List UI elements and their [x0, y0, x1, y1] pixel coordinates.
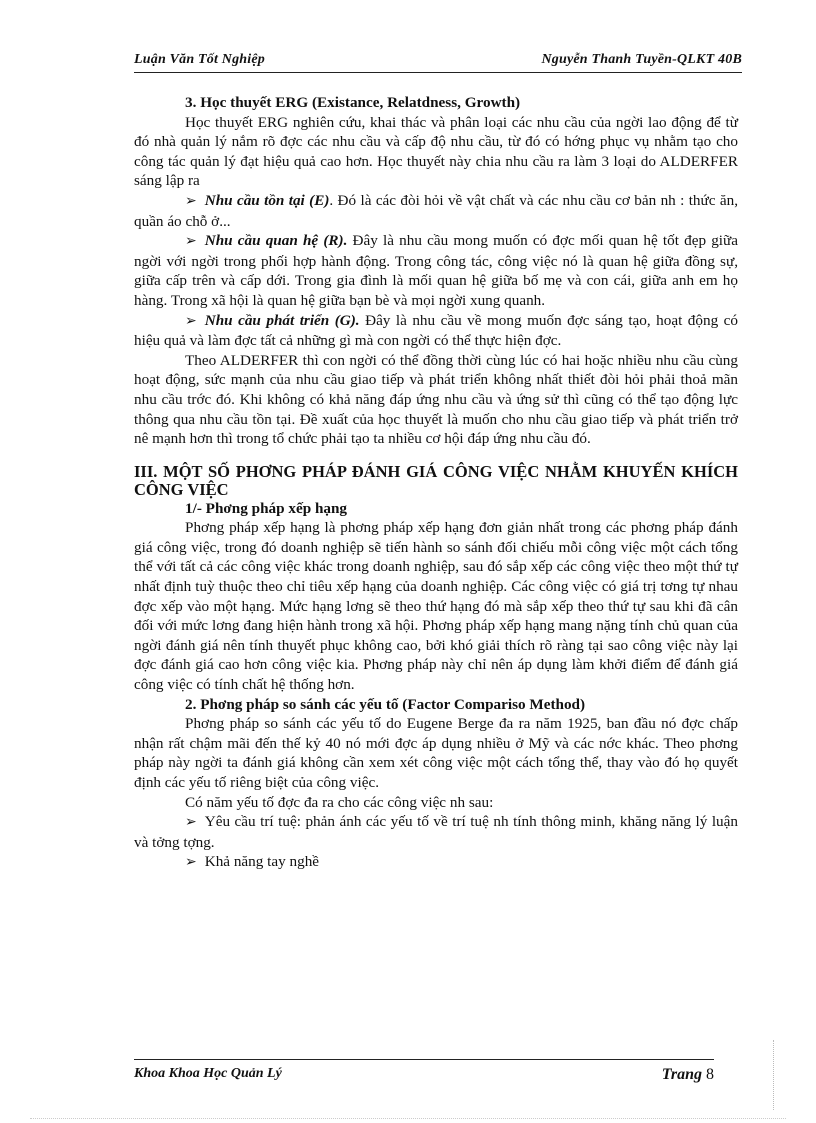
bullet-skill [134, 852, 738, 873]
bullet-intellect-text: Yêu cầu trí tuệ: phản ánh các yếu tố về trí tuệ nh tính thông minh, khăng năng lý luận và tởng tợng. [134, 813, 738, 851]
page-content [134, 93, 738, 873]
arrow-bullet-icon: ➢ [185, 234, 197, 250]
arrow-bullet-icon: ➢ [185, 815, 197, 831]
footer-left-text: Khoa Khoa Học Quản Lý [134, 1066, 282, 1081]
page-footer [134, 1059, 714, 1083]
margin-guide-horizontal [30, 1118, 786, 1119]
paragraph-ranking: Phơng pháp xếp hạng là phơng pháp xếp hạng đơn giản nhất trong các phơng pháp đánh giá công việc, trong đó doanh nghiệp sẽ tiến hành so sánh đối chiếu mỗi công việc một cách tổng thể với tất cả các công việc khác trong doanh nghiệp, sau đó sắp xếp các công việc theo một thứ tự nhất định tuỳ thuộc theo chỉ tiêu xếp hạng của doanh nghiệp. Các công việc có giá trị tơng tự nhau đợc xếp vào một hạng. Mức hạng lơng sẽ theo thứ hạng đó mà sắp xếp theo thứ tự sau khi đã cân đối với mức lơng đang hiện hành trong xã hội. Phơng pháp xếp hạng mang nặng tính chủ quan của ngời đánh giá nên tính thuyết phục không cao, bởi khó giải thích rõ ràng tại sao công việc này lại đợc đánh giá cao hơn công việc kia. Phơng pháp này chỉ nên áp dụng làm khởi điểm để đánh giá công việc có tính chất hệ thống hơn. [134, 519, 738, 694]
bullet-intellect [134, 812, 738, 852]
margin-guide-vertical [773, 1040, 774, 1110]
footer-page-label: Trang [661, 1066, 702, 1083]
header-right-text: Nguyễn Thanh Tuyền-QLKT 40B [541, 52, 742, 67]
paragraph-factor: Phơng pháp so sánh các yếu tố do Eugene Berge đa ra năm 1925, ban đầu nó đợc chấp nhận rất chậm mãi đến thế kỷ 40 nó mới đợc áp dụng nhiều ở Mỹ và các nớc khác. Theo phơng pháp này ngời ta đánh giá không cần xem xét công việc một cách tổng thể, thay vào đó họ quyết định các yếu tố riêng biệt của công việc. [134, 715, 738, 791]
bullet-relatedness-text: Đây là nhu cầu mong muốn có đợc mối quan hệ tốt đẹp giữa ngời với ngời trong phối hợp hành động. Trong công tác, công việc nó là quan hệ giữa đồng sự, giữa cấp trên và cấp dới. Trong gia đình là mối quan hệ giữa bố mẹ và con cái, giữa anh em họ hàng. Trong xã hội là quan hệ giữa bạn bè và mọi ngời xung quanh. [134, 232, 738, 309]
bullet-skill-text: Khả năng tay nghề [204, 853, 320, 871]
heading-factor-comparison: 2. Phơng pháp so sánh các yếu tố (Factor Compariso Method) [185, 695, 586, 713]
bullet-existence-title: Nhu cầu tồn tại (E) [204, 191, 330, 209]
arrow-bullet-icon: ➢ [185, 193, 197, 209]
paragraph-five-factors: Có năm yếu tố đợc đa ra cho các công việc nh sau: [185, 793, 494, 811]
bullet-relatedness-title: Nhu cầu quan hệ (R). [204, 232, 348, 250]
paragraph-erg-intro: Học thuyết ERG nghiên cứu, khai thác và phân loại các nhu cầu của ngời lao động để từ đó nhà quản lý nắm rõ đợc các nhu cầu và cấp độ nhu cầu, từ đó có hớng phục vụ nhằm tạo cho công tác quản lý đạt hiệu quả cao hơn. Học thuyết này chia nhu cầu ra làm 3 loại do ALDERFER sáng lập ra [134, 113, 738, 190]
arrow-bullet-icon: ➢ [185, 313, 197, 329]
bullet-existence [134, 191, 738, 231]
bullet-growth [134, 311, 738, 351]
footer-page [662, 1066, 714, 1084]
bullet-relatedness [134, 231, 738, 310]
page-header [134, 50, 742, 73]
bullet-growth-text: Đây là nhu cầu về mong muốn đợc sáng tạo, hoạt động có hiệu quả và làm đợc tất cả những gì mà con ngời có thể thực hiện đợc. [134, 311, 738, 350]
heading-ranking-method: 1/- Phơng pháp xếp hạng [185, 499, 348, 517]
bullet-growth-title: Nhu cầu phát triển (G). [204, 311, 360, 329]
paragraph-alderfer: Theo ALDERFER thì con ngời có thể đồng thời cùng lúc có hai hoặc nhiều nhu cầu cùng hoạt động, sức mạnh của nhu cầu giao tiếp và phát triển không nhất thiết đòi hỏi phải thoả mãn nhu cầu trớc đó. Khi không có khả năng đáp ứng nhu cầu và ứng sử thì cũng có thể tạo động lực thông qua nhu cầu tồn tại. Đề xuất của học thuyết là muốn cho nhu cầu giao tiếp và phát triển trở nê mạnh hơn thì trong tổ chức phải tạo ta nhiều cơ hội đáp ứng nhu cầu đó. [134, 351, 738, 448]
arrow-bullet-icon: ➢ [185, 855, 197, 871]
bullet-existence-text: . Đó là các đòi hỏi về vật chất và các nhu cầu cơ bản nh : thức ăn, quần áo chỗ ở... [134, 191, 738, 230]
heading-erg: 3. Học thuyết ERG (Existance, Relatdness, Growth) [185, 94, 521, 111]
section-heading-3: III. MỘT SỐ PHƠNG PHÁP ĐÁNH GIÁ CÔNG VIỆC NHẰM KHUYẾN KHÍCH CÔNG VIỆC [134, 461, 738, 499]
footer-page-number: 8 [706, 1066, 714, 1083]
header-left-text: Luận Văn Tốt Nghiệp [134, 52, 265, 67]
